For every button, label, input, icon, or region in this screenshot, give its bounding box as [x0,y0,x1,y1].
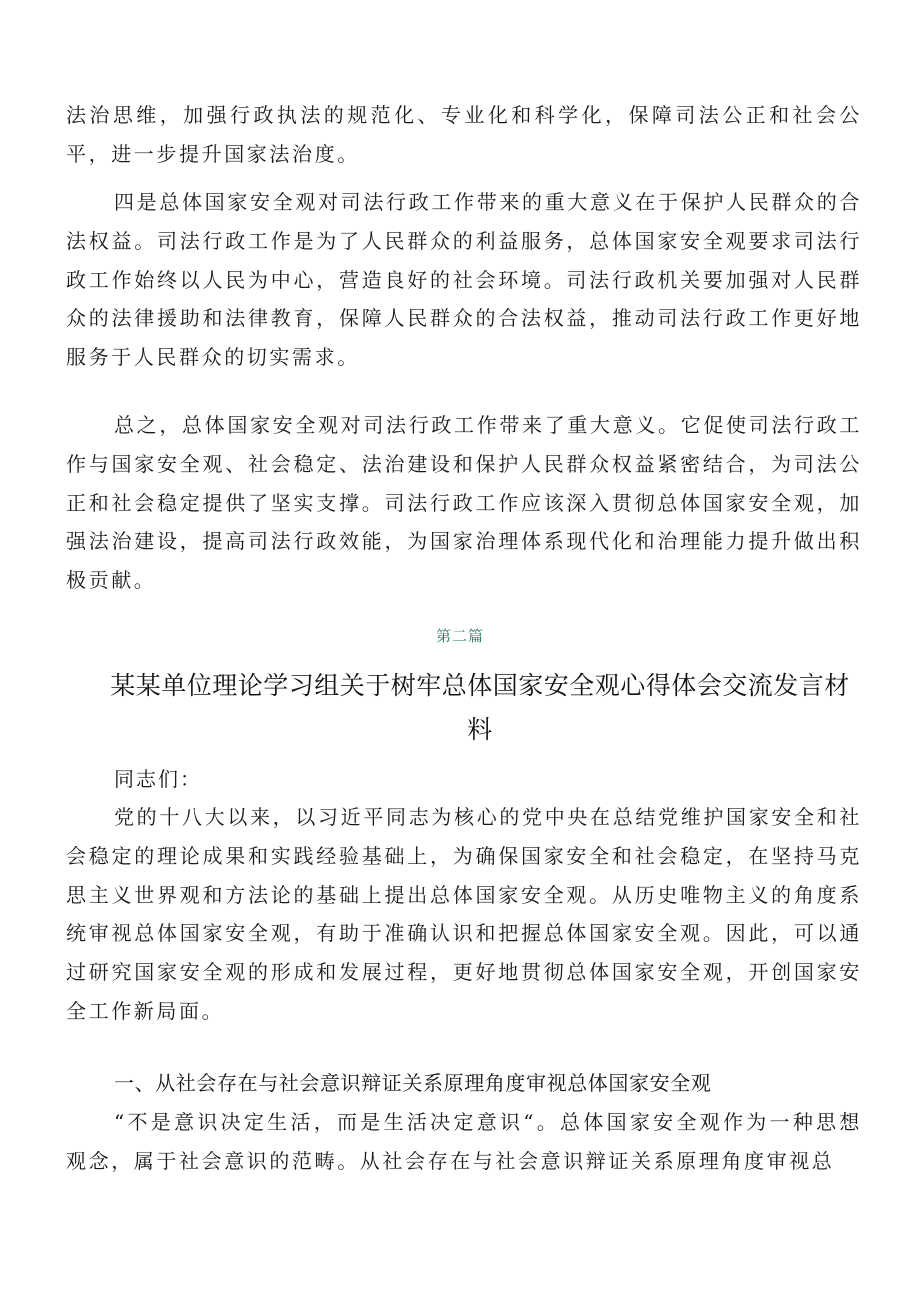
document-title: 某某单位理论学习组关于树牢总体国家安全观心得体会交流发言材料 [110,671,850,744]
section-heading: 一、从社会存在与社会意识辩证关系原理角度审视总体国家安全观 [114,1071,712,1095]
greeting: 同志们： [114,767,202,791]
paragraph-continuation: 法治思维，加强行政执法的规范化、专业化和科学化，保障司法公正和社会公平，进一步提升国家法治度。 [66,103,862,166]
paragraph-section-one: “不是意识决定生活，而是生活决定意识“。总体国家安全观作为一种思想观念，属于社会意识的范畴。从社会存在与社会意识辩证关系原理角度审视总 [66,1110,862,1173]
paragraph-conclusion: 总之，总体国家安全观对司法行政工作带来了重大意义。它促使司法行政工作与国家安全观、社会稳定、法治建设和保护人民群众权益紧密结合，为司法公正和社会稳定提供了坚实支撑。司法行政工作应该深入贯彻总体国家安全观，加强法治建设，提高司法行政效能，为国家治理体系现代化和治理能力提升做出积极贡献。 [66,413,862,593]
paragraph-intro: 党的十八大以来，以习近平同志为核心的党中央在总结党维护国家安全和社会稳定的理论成果和实践经验基础上，为确保国家安全和社会稳定，在坚持马克思主义世界观和方法论的基础上提出总体国家安全观。从历史唯物主义的角度系统审视总体国家安全观，有助于准确认识和把握总体国家安全观。因此，可以通过研究国家安全观的形成和发展过程，更好地贯彻总体国家安全观，开创国家安全工作新局面。 [66,805,862,1023]
paragraph-point-four: 四是总体国家安全观对司法行政工作带来的重大意义在于保护人民群众的合法权益。司法行政工作是为了人民群众的利益服务，总体国家安全观要求司法行政工作始终以人民为中心，营造良好的社会环境。司法行政机关要加强对人民群众的法律援助和法律教育，保障人民群众的合法权益，推动司法行政工作更好地服务于人民群众的切实需求。 [66,190,862,370]
section-label: 第二篇 [435,627,484,645]
